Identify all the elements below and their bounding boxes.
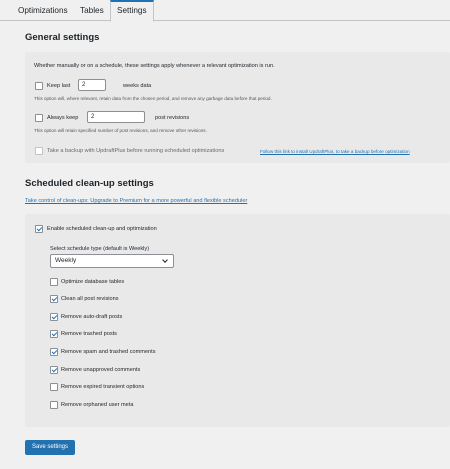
option-label: Remove auto-draft posts: [61, 314, 123, 320]
option-label: Optimize database tables: [61, 279, 125, 285]
general-intro-text: Whether manually or on a schedule, these settings apply whenever a relevant optimization is run.: [34, 63, 275, 69]
scheduled-settings-heading: Scheduled clean-up settings: [25, 178, 154, 189]
general-settings-heading: General settings: [25, 32, 100, 43]
keep-last-help: This option will, where relevant, retain data from the chosen period, and remove any garbage data before that period.: [34, 96, 272, 101]
always-keep-revisions-input[interactable]: 2: [87, 111, 145, 123]
enable-schedule-checkbox[interactable]: [35, 225, 43, 233]
option-label: Remove orphaned user meta: [61, 402, 134, 408]
always-keep-help: This option will retain specified number of post revisions, and remove other revisions.: [34, 128, 207, 133]
always-keep-label: Always keep: [47, 115, 79, 121]
tab-tables[interactable]: Tables: [80, 6, 104, 15]
general-settings-panel: [25, 52, 450, 163]
tab-bar: [0, 0, 450, 21]
chevron-down-icon: [162, 257, 168, 263]
schedule-type-select[interactable]: [50, 254, 174, 268]
install-updraftplus-link[interactable]: Follow this link to install UpdraftPlus, to take a backup before optimization: [260, 149, 410, 154]
option-label: Clean all post revisions: [61, 296, 119, 302]
remove-transients-checkbox[interactable]: [50, 383, 58, 391]
always-keep-checkbox[interactable]: [35, 114, 43, 122]
clean-revisions-checkbox[interactable]: [50, 295, 58, 303]
backup-checkbox[interactable]: [35, 147, 43, 155]
remove-trashed-posts-checkbox[interactable]: [50, 330, 58, 338]
optimize-tables-checkbox[interactable]: [50, 278, 58, 286]
save-settings-button[interactable]: Save settings: [25, 440, 75, 455]
tab-optimizations[interactable]: Optimizations: [18, 6, 68, 15]
keep-last-label: Keep last: [47, 83, 71, 89]
always-keep-suffix: post revisions: [155, 115, 190, 121]
tab-settings[interactable]: Settings: [110, 0, 154, 22]
enable-schedule-label: Enable scheduled clean-up and optimization: [47, 226, 157, 232]
schedule-type-label: Select schedule type (default is Weekly): [50, 246, 150, 252]
option-label: Remove trashed posts: [61, 331, 117, 337]
remove-auto-draft-checkbox[interactable]: [50, 313, 58, 321]
keep-last-checkbox[interactable]: [35, 82, 43, 90]
schedule-type-value: Weekly: [55, 257, 77, 264]
option-label: Remove unapproved comments: [61, 367, 141, 373]
remove-unapproved-comments-checkbox[interactable]: [50, 366, 58, 374]
option-label: Remove expired transient options: [61, 384, 145, 390]
keep-last-suffix: weeks data: [123, 83, 152, 89]
remove-spam-comments-checkbox[interactable]: [50, 348, 58, 356]
backup-label: Take a backup with UpdraftPlus before running scheduled optimizations: [47, 148, 225, 154]
upgrade-premium-link[interactable]: Take control of clean-ups: Upgrade to Premium for a more powerful and flexible scheduler: [25, 198, 248, 204]
keep-last-weeks-input[interactable]: 2: [78, 79, 106, 91]
option-label: Remove spam and trashed comments: [61, 349, 156, 355]
remove-orphaned-usermeta-checkbox[interactable]: [50, 401, 58, 409]
